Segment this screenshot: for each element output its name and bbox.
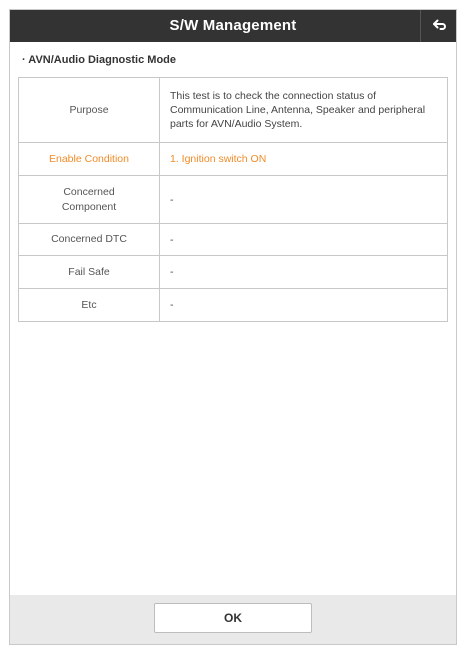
table-row	[19, 256, 448, 289]
table-row	[19, 143, 448, 176]
back-button[interactable]	[420, 10, 456, 42]
window-title: S/W Management	[169, 17, 297, 34]
return-arrow-icon	[431, 18, 447, 34]
row-value: -	[160, 224, 448, 256]
row-value: 1. Ignition switch ON	[160, 143, 448, 176]
title-bar	[10, 10, 456, 42]
section-title: · AVN/Audio Diagnostic Mode	[22, 54, 176, 66]
table-row	[19, 176, 448, 224]
table-row	[19, 78, 448, 143]
footer-bar	[10, 595, 456, 644]
row-label-text: Concerned Component	[61, 185, 117, 213]
table-row	[19, 224, 448, 256]
row-label	[19, 176, 160, 224]
row-label: Fail Safe	[19, 256, 160, 289]
row-label: Purpose	[19, 78, 160, 143]
table-row	[19, 289, 448, 322]
row-label: Enable Condition	[19, 143, 160, 176]
row-value: This test is to check the connection status of Communication Line, Antenna, Speaker and peripheral parts for AVN/Audio System.	[160, 78, 448, 143]
row-value: -	[160, 289, 448, 322]
info-table	[18, 77, 448, 322]
row-label: Etc	[19, 289, 160, 322]
row-value: -	[160, 176, 448, 224]
row-label: Concerned DTC	[19, 224, 160, 256]
row-value: -	[160, 256, 448, 289]
ok-button[interactable]: OK	[154, 603, 312, 633]
dialog-window	[9, 9, 457, 645]
